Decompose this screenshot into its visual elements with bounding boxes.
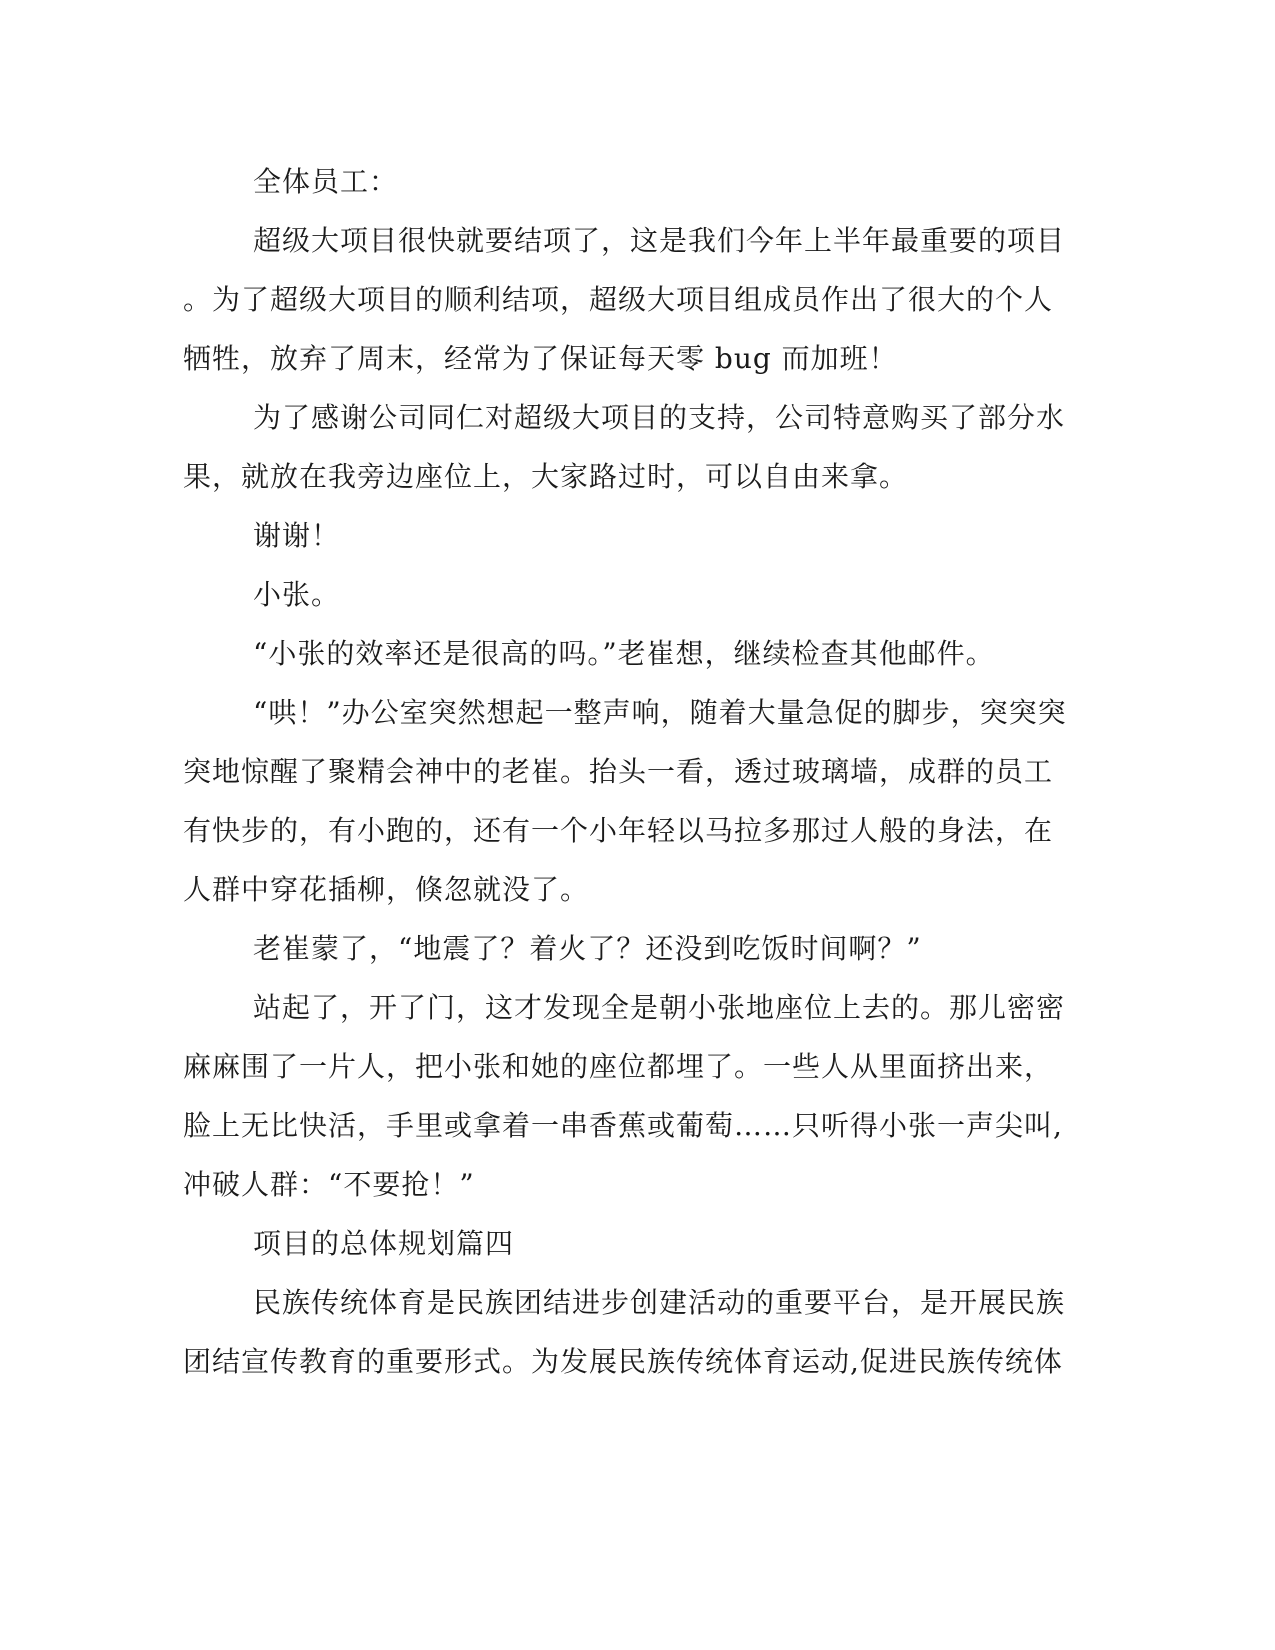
closing-line: 谢谢！: [253, 519, 341, 552]
salutation: 全体员工：: [253, 165, 399, 198]
paragraph-line: 人群中穿花插柳，倏忽就没了。: [183, 873, 590, 906]
section-heading: 项目的总体规划篇四: [253, 1227, 515, 1260]
paragraph-line: 站起了，开了门，这才发现全是朝小张地座位上去的。那儿密密: [253, 991, 1066, 1024]
paragraph-line: 为了感谢公司同仁对超级大项目的支持，公司特意购买了部分水: [253, 401, 1066, 434]
paragraph-line: 麻麻围了一片人，把小张和她的座位都埋了。一些人从里面挤出来，: [183, 1050, 1054, 1083]
paragraph-line: 民族传统体育是民族团结进步创建活动的重要平台，是开展民族: [253, 1286, 1066, 1319]
paragraph-line: 果，就放在我旁边座位上，大家路过时，可以自由来拿。: [183, 460, 909, 493]
paragraph-line: “小张的效率还是很高的吗。”老崔想，继续检查其他邮件。: [253, 637, 995, 670]
paragraph-line: 。为了超级大项目的顺利结项，超级大项目组成员作出了很大的个人: [183, 283, 1054, 316]
paragraph-line: 脸上无比快活，手里或拿着一串香蕉或葡萄……只听得小张一声尖叫,: [183, 1109, 1063, 1142]
paragraph-line: 有快步的，有小跑的，还有一个小年轻以马拉多那过人般的身法，在: [183, 814, 1054, 847]
paragraph-line: 突地惊醒了聚精会神中的老崔。抬头一看，透过玻璃墙，成群的员工: [183, 755, 1054, 788]
paragraph-line: 超级大项目很快就要结项了，这是我们今年上半年最重要的项目: [253, 224, 1066, 257]
paragraph-line: 牺牲，放弃了周末，经常为了保证每天零 bug 而加班！: [183, 342, 898, 375]
paragraph-line: 冲破人群：“不要抢！”: [183, 1168, 475, 1201]
signature-line: 小张。: [253, 578, 341, 611]
paragraph-line: “哄！”办公室突然想起一整声响，随着大量急促的脚步，突突突: [253, 696, 1067, 729]
paragraph-line: 团结宣传教育的重要形式。为发展民族传统体育运动,促进民族传统体: [183, 1345, 1063, 1378]
paragraph-line: 老崔蒙了，“地震了？着火了？还没到吃饭时间啊？”: [253, 932, 922, 965]
